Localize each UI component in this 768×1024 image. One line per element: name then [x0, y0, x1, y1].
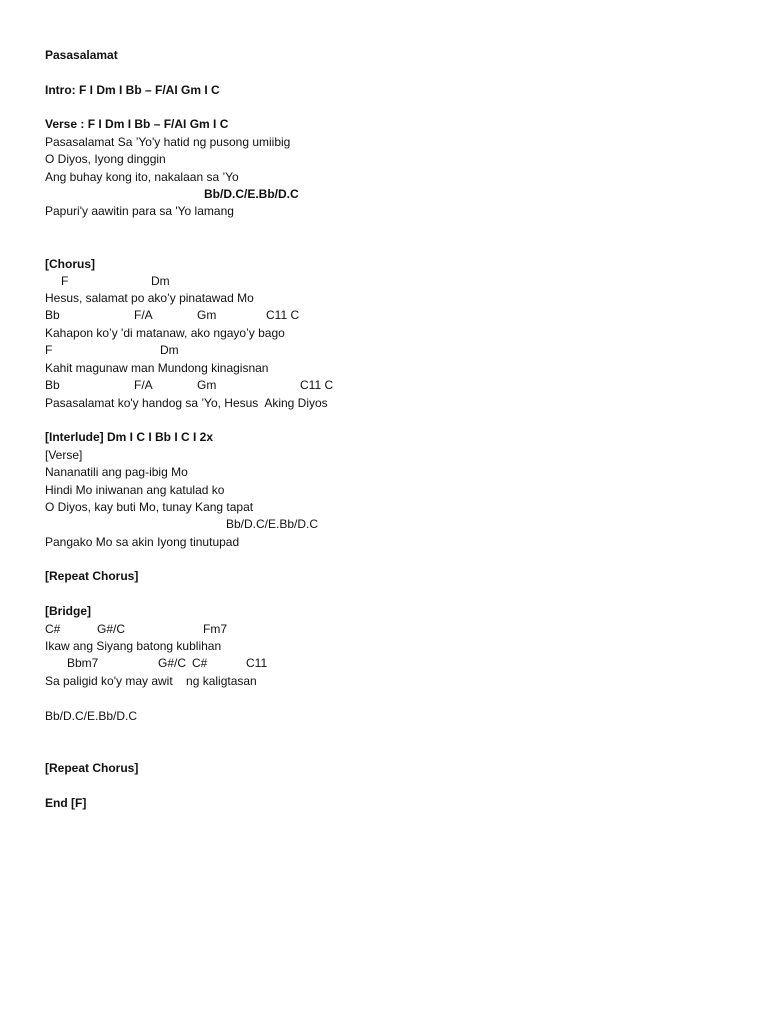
chord: C# — [45, 622, 61, 636]
chord: Dm — [151, 274, 170, 288]
lyric-line: Pasasalamat Sa ’Yo'y hatid ng pusong umiibig — [45, 135, 291, 149]
lyric-line: O Diyos, kay buti Mo, tunay Kang tapat — [45, 500, 254, 514]
chord: Gm — [197, 308, 217, 322]
intro-chords: Intro: F I Dm I Bb – F/AI Gm I C — [45, 83, 220, 97]
lyric-line: Hindi Mo iniwanan ang katulad ko — [45, 483, 225, 497]
lyric-line: Papuri'y aawitin para sa 'Yo lamang — [45, 204, 234, 218]
chord: Bbm7 — [67, 656, 99, 670]
verse-header: Verse : F I Dm I Bb – F/AI Gm I C — [45, 117, 229, 131]
lyric-line: Pangako Mo sa akin Iyong tinutupad — [45, 535, 240, 549]
lyric-line: Sa paligid ko'y may awit ng kaligtasan — [45, 674, 257, 688]
lyric-line: O Diyos, Iyong dinggin — [45, 152, 166, 166]
chord: F/A — [134, 378, 153, 392]
chord: C11 C — [300, 378, 334, 392]
lyric-line: Ang buhay kong ito, nakalaan sa ’Yo — [45, 170, 239, 184]
repeat-chorus-marker: [Repeat Chorus] — [45, 569, 139, 583]
end-marker: End [F] — [45, 796, 87, 810]
bridge-header: [Bridge] — [45, 604, 91, 618]
lyric-line: Kahit magunaw man Mundong kinagisnan — [45, 361, 269, 375]
chord: Dm — [160, 343, 179, 357]
lyric-line: Kahapon ko’y 'di matanaw, ako ngayo’y bago — [45, 326, 285, 340]
chord: G#/C — [158, 656, 187, 670]
repeat-chorus-marker: [Repeat Chorus] — [45, 761, 139, 775]
lyric-line: Nananatili ang pag-ibig Mo — [45, 465, 188, 479]
chord: Fm7 — [203, 622, 227, 636]
chord: C11 — [246, 656, 268, 670]
chord: C# — [192, 656, 208, 670]
lyric-line: Ikaw ang Siyang batong kublihan — [45, 639, 222, 653]
lyric-line: Hesus, salamat po ako’y pinatawad Mo — [45, 291, 254, 305]
chord-line: Bb/D.C/E.Bb/D.C — [226, 517, 319, 531]
chord: F — [61, 274, 69, 288]
chorus-header: [Chorus] — [45, 257, 95, 271]
chord: Bb — [45, 308, 60, 322]
lyric-line: Pasasalamat ko'y handog sa ’Yo, Hesus Aking Diyos — [45, 396, 328, 410]
chord: F — [45, 343, 53, 357]
chord: G#/C — [97, 622, 126, 636]
interlude-chords: [Interlude] Dm I C I Bb I C I 2x — [45, 430, 214, 444]
chord: Gm — [197, 378, 217, 392]
chord-line: Bb/D.C/E.Bb/D.C — [45, 709, 138, 723]
song-title: Pasasalamat — [45, 48, 118, 62]
chord-line: Bb/D.C/E.Bb/D.C — [204, 187, 299, 201]
chord: F/A — [134, 308, 153, 322]
verse-header: [Verse] — [45, 448, 83, 462]
chord: C11 C — [266, 308, 300, 322]
chord: Bb — [45, 378, 60, 392]
